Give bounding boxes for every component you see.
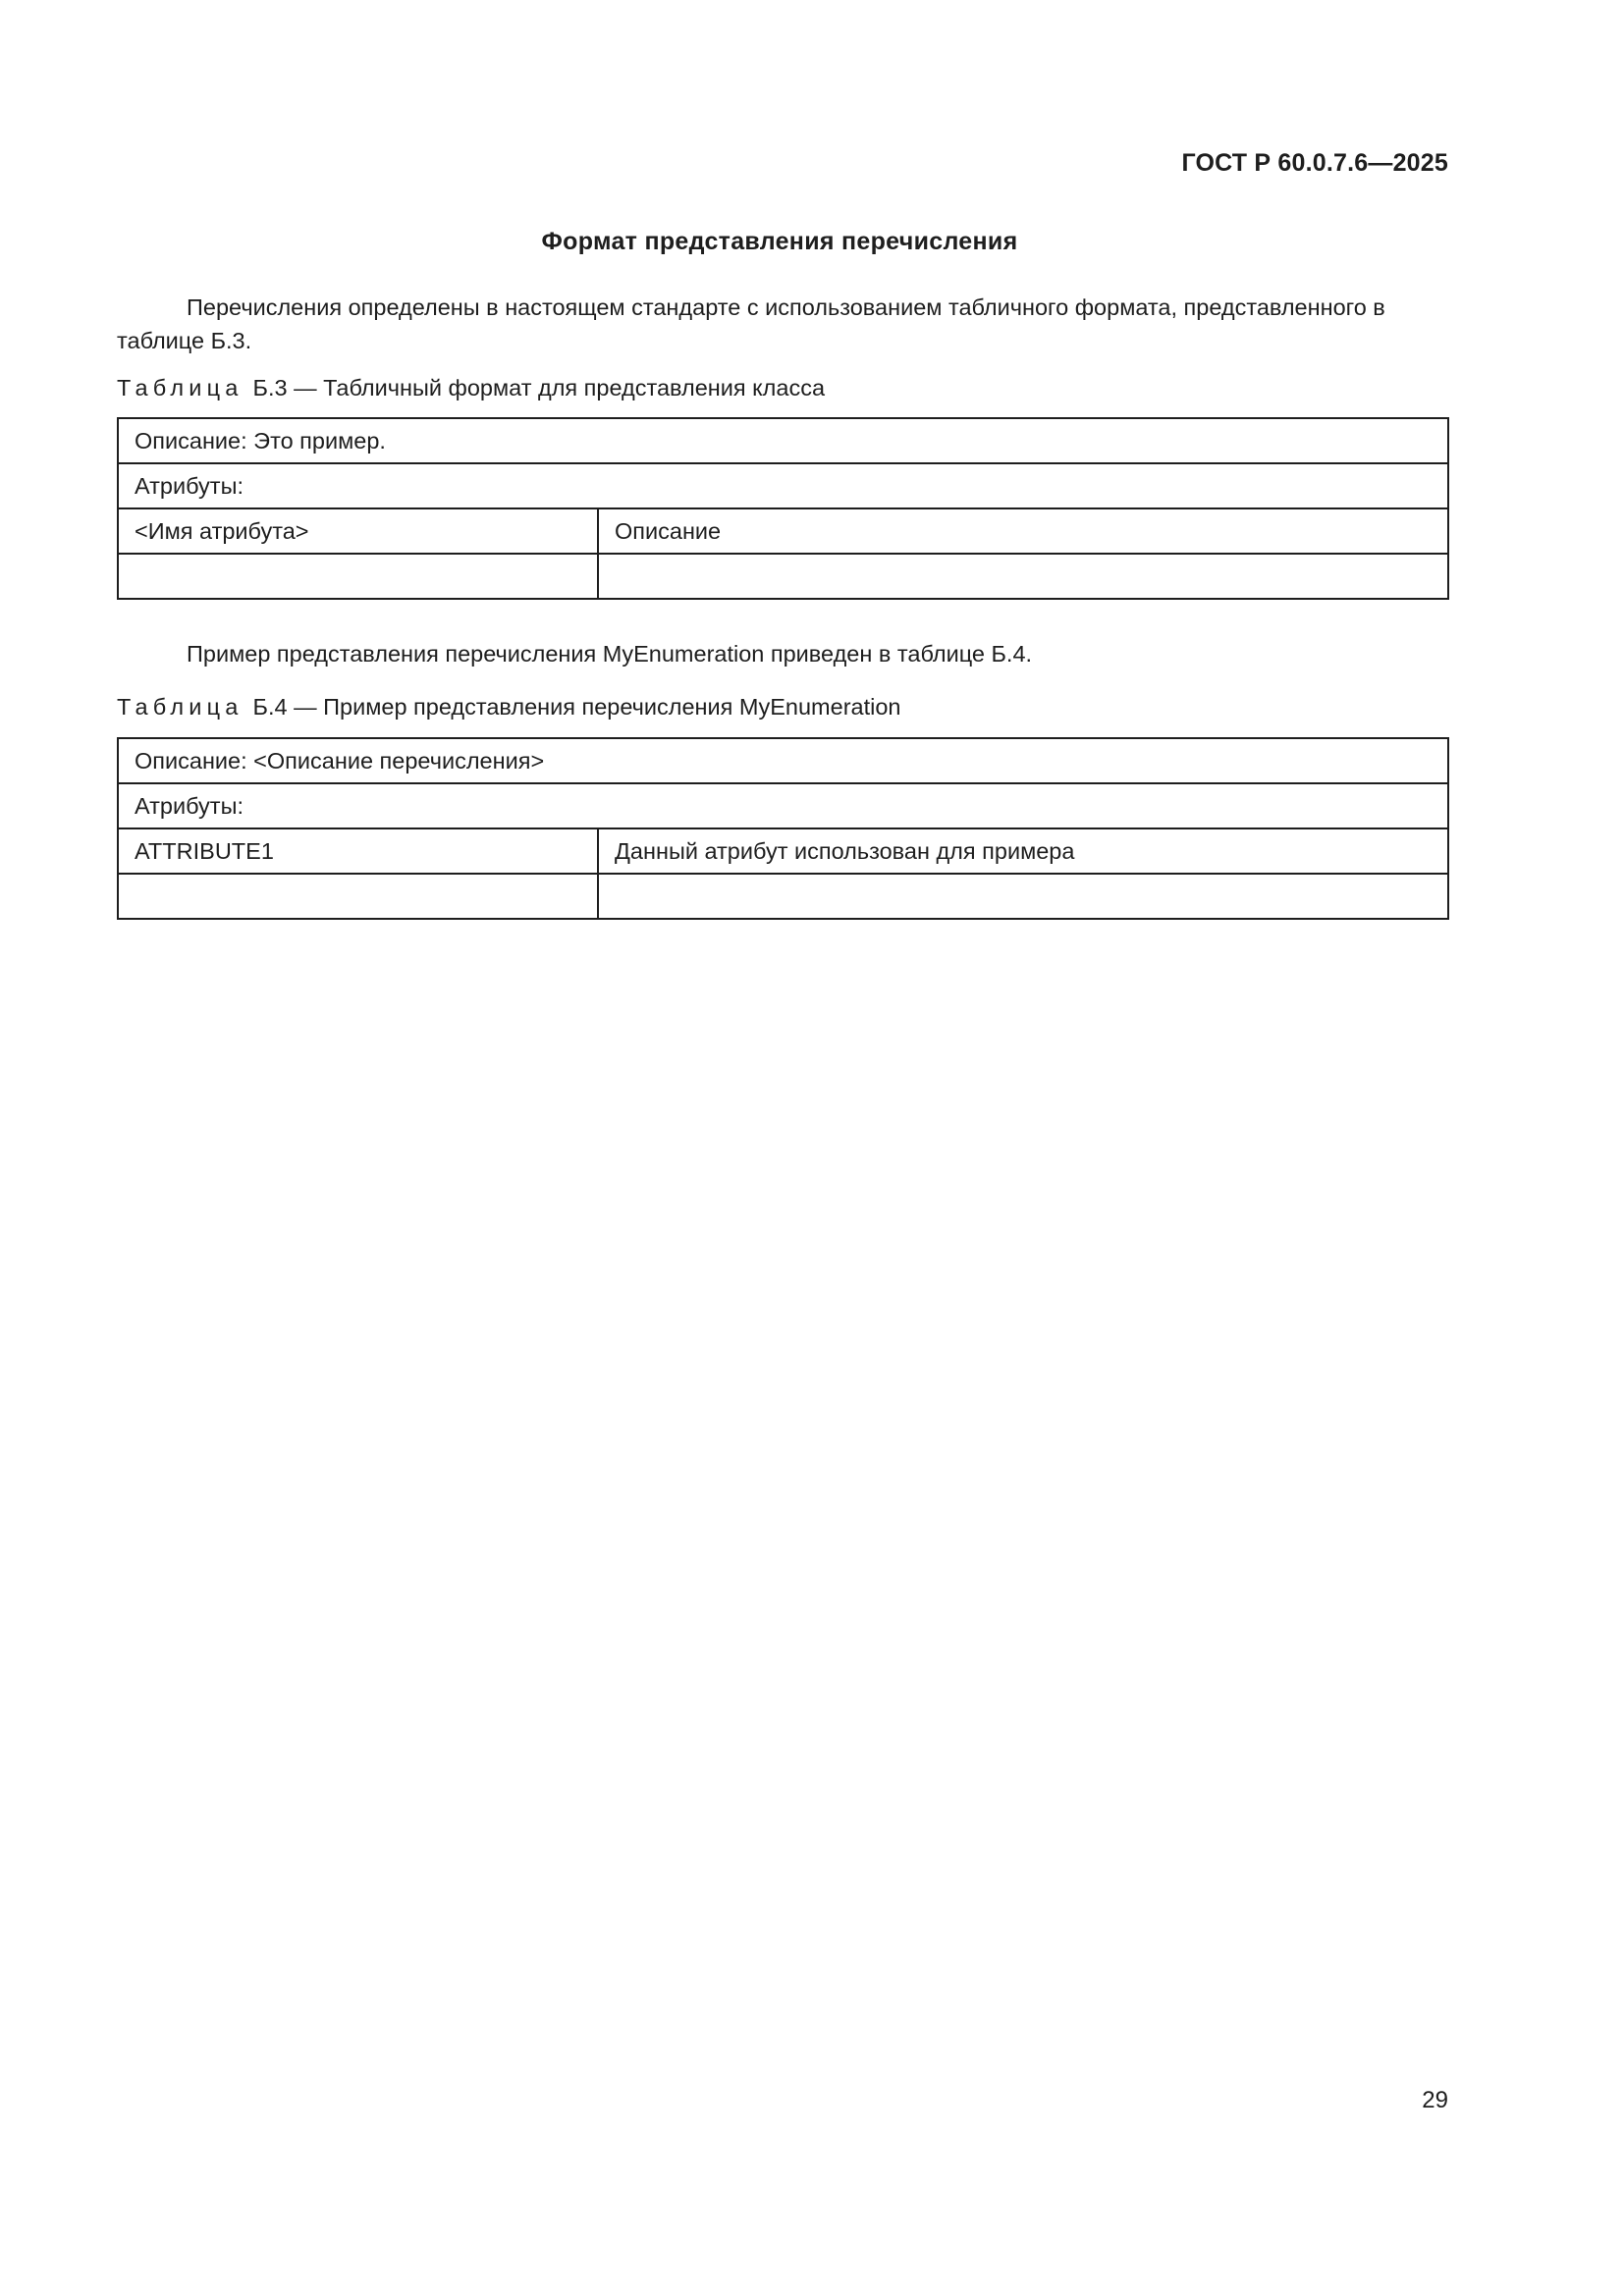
table-b3-description-cell: Описание: Это пример.	[118, 418, 1448, 463]
table-row	[118, 554, 1448, 599]
table-b4-attr-desc-cell: Данный атрибут использован для примера	[598, 828, 1448, 874]
table-b3-empty-cell	[598, 554, 1448, 599]
paragraph-example: Пример представления перечисления MyEnumeration приведен в таблице Б.4.	[187, 641, 1033, 667]
table-b3-caption-word: Таблица	[117, 375, 244, 400]
table-row	[118, 508, 1448, 554]
paragraph-intro: Перечисления определены в настоящем стандарте с использованием табличного формата, представленного в таблице Б.3.	[117, 294, 1385, 353]
table-b3-caption-text: Б.3 — Табличный формат для представления класса	[252, 375, 826, 400]
table-b4-caption-text: Б.4 — Пример представления перечисления MyEnumeration	[252, 694, 901, 720]
table-b3-attr-name-cell: <Имя атрибута>	[118, 508, 598, 554]
table-b3-attr-desc-cell: Описание	[598, 508, 1448, 554]
table-b4-empty-cell	[118, 874, 598, 919]
table-b3-empty-cell	[118, 554, 598, 599]
table-row	[118, 828, 1448, 874]
table-row	[118, 418, 1448, 463]
table-row	[118, 738, 1448, 783]
table-b4-caption-word: Таблица	[117, 694, 244, 720]
document-code: ГОСТ Р 60.0.7.6—2025	[1181, 149, 1448, 177]
table-b3-caption	[117, 373, 825, 402]
table-row	[118, 463, 1448, 508]
table-b3	[117, 417, 1449, 600]
table-b4-caption	[117, 692, 901, 721]
table-b4-description-cell: Описание: <Описание перечисления>	[118, 738, 1448, 783]
table-b3-attributes-cell: Атрибуты:	[118, 463, 1448, 508]
table-b4	[117, 737, 1449, 920]
table-b4-attributes-cell: Атрибуты:	[118, 783, 1448, 828]
table-b4-attr-name-cell: ATTRIBUTE1	[118, 828, 598, 874]
table-row	[118, 783, 1448, 828]
table-b4-empty-cell	[598, 874, 1448, 919]
page-number: 29	[1422, 2087, 1448, 2113]
section-title: Формат представления перечисления	[541, 228, 1018, 255]
table-row	[118, 874, 1448, 919]
